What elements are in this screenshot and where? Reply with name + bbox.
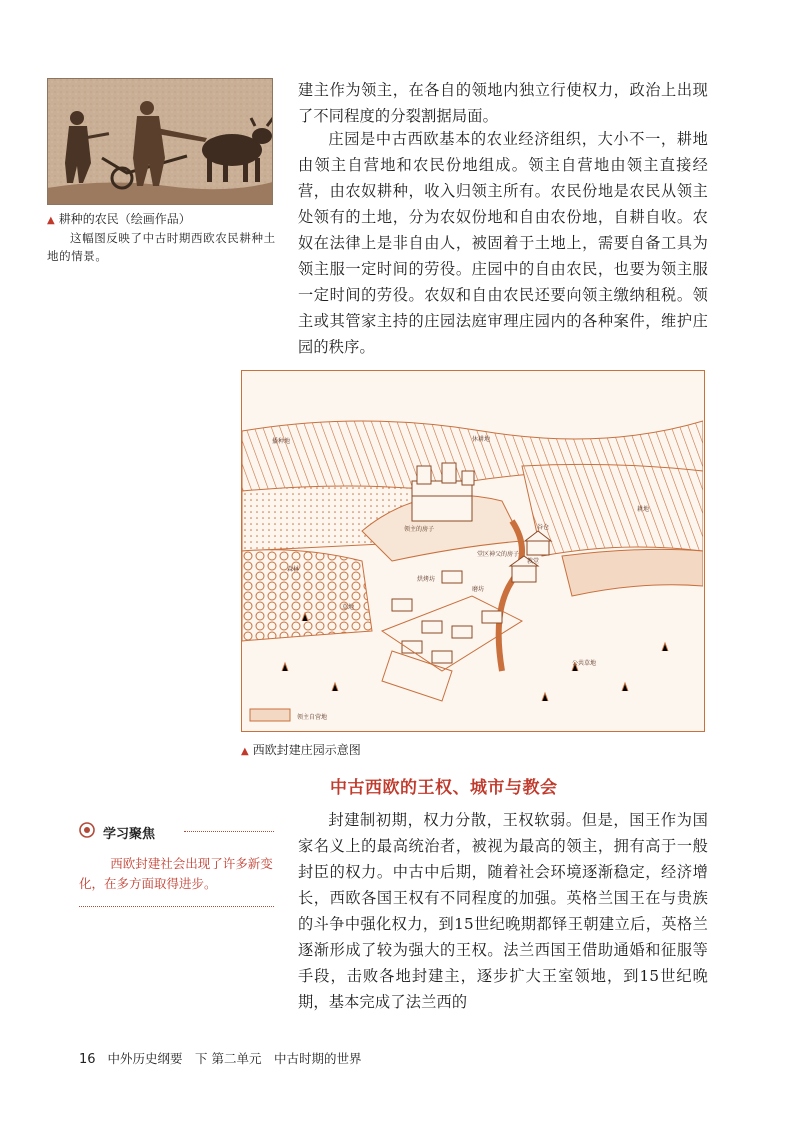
- paragraph-feudal-fragmentation: 建主作为领主，在各自的领地内独立行使权力，政治上出现了不同程度的分裂割据局面。: [298, 81, 708, 125]
- page-number: 16: [79, 1052, 96, 1067]
- map-label-pasture: 草地: [342, 604, 355, 611]
- map-label-barn: 谷仓: [537, 524, 550, 531]
- map-label-manor-house: 领主的房子: [404, 526, 435, 533]
- learning-focus-heading: 学习聚焦: [79, 822, 274, 842]
- focus-flower-icon: [79, 822, 95, 842]
- caption-triangle-icon: ▲: [241, 746, 249, 757]
- map-label-oven: 烘烤坊: [417, 576, 436, 583]
- map-label-common: 公共草地: [572, 660, 597, 667]
- map-label-priest-house: 堂区神父的房子: [477, 551, 520, 558]
- section-title: 中古西欧的王权、城市与教会: [330, 778, 558, 798]
- map-label-farm: 耕地: [637, 506, 650, 513]
- map-label-mill: 磨坊: [472, 586, 485, 593]
- map-legend-demesne: 领主自营地: [297, 714, 328, 721]
- manor-diagram: [241, 370, 705, 732]
- focus-divider-bottom: [79, 906, 274, 907]
- footer-text: 中外历史纲要 下 第二单元 中古时期的世界: [107, 1051, 362, 1066]
- farmers-painting-image: [47, 78, 273, 205]
- map-caption: ▲ 西欧封建庄园示意图: [241, 743, 361, 757]
- paragraph-manor: 庄园是中古西欧基本的农业经济组织，大小不一，耕地由领主自营地和农民份地组成。领主自营地由领主直接经营，由农奴耕种，收入归领主所有。农民份地是农民从领主处领有的土地，分为农奴份地和自由农份地，自耕自收。农奴在法律上是非自由人，被固着于土地上，需要自备工具为领主服一定时间的劳役。庄园中的自由农民，也要为领主服一定时间的劳役。农奴和自由农民还要向领主缴纳租税。领主或其管家主持的庄园法庭审理庄园内的各种案件，维护庄园的秩序。: [298, 130, 708, 356]
- photo-caption-description: 这幅图反映了中古时期西欧农民耕种土地的情景。: [47, 231, 276, 263]
- learning-focus-body: 西欧封建社会出现了许多新变化，在多方面取得进步。: [79, 856, 273, 891]
- map-label-church: 教堂: [527, 558, 540, 565]
- page-footer: [79, 1049, 362, 1067]
- map-label-fallow: 休耕地: [472, 436, 491, 443]
- caption-triangle-icon: ▲: [47, 215, 55, 226]
- learning-focus-box: [79, 822, 274, 907]
- paragraph-royal-power: 封建制初期，权力分散，王权软弱。但是，国王作为国家名义上的最高统治者，被视为最高的领主，拥有高于一般封臣的权力。中古中后期，随着社会环境逐渐稳定，经济增长，西欧各国王权有不同程度的加强。英格兰国王在与贵族的斗争中强化权力，到15世纪晚期都铎王朝建立后，英格兰逐渐形成了较为强大的王权。法兰西国王借助通婚和征服等手段，击败各地封建主，逐步扩大王室领地，到15世纪晚期，基本完成了法兰西的: [298, 811, 708, 1011]
- focus-divider-top: [184, 831, 274, 832]
- photo-caption-title: ▲ 耕种的农民（绘画作品）: [47, 212, 191, 226]
- map-label-spring: 播种地: [272, 438, 291, 445]
- map-label-woods: 森林: [287, 566, 300, 573]
